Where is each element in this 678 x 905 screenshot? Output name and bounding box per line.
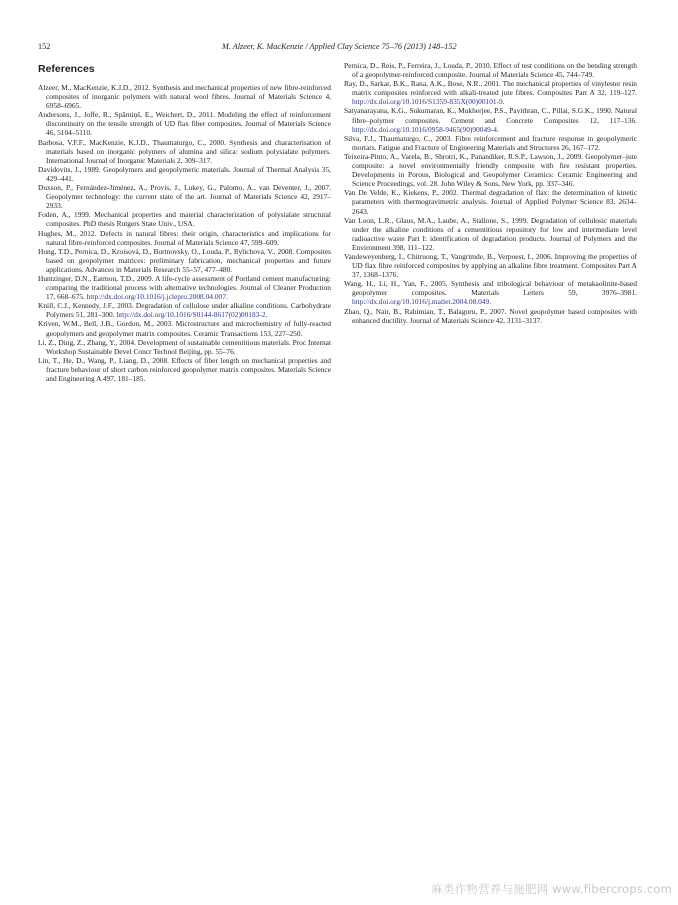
- reference-text: Andersons, J., Joffe, R., Spārniņš, E., Weichert, D., 2011. Modeling the effect of reinforcement discontinuity on the tensile strength of UD flax fiber composites. Journal of Materials Science 46, 5104–5110.: [38, 110, 331, 138]
- reference-item: [38, 338, 331, 356]
- reference-text: Alzeer, M., MacKenzie, K.J.D., 2012. Synthesis and mechanical properties of new fibre-reinforced composites of inorganic polymers with natural wool fibres. Journal of Materials Science 4, 6958–6965.: [38, 83, 331, 111]
- doi-link[interactable]: http://dx.doi.org/10.1016/S0144-8617(02)00183-2.: [116, 310, 268, 320]
- reference-item: [38, 138, 331, 165]
- reference-item: [344, 79, 637, 106]
- references-column-left: [38, 83, 331, 383]
- reference-item: [38, 165, 331, 183]
- references-heading: References: [38, 63, 95, 75]
- reference-item: [38, 110, 331, 137]
- reference-item: [38, 274, 331, 301]
- reference-text: Ray, D., Sarkar, B.K., Rana, A.K., Bose, N.R., 2001. The mechanical properties of vinylester resin matrix composites reinforced with alkali-treated jute fibres. Composites Part A 32, 119–127.: [344, 79, 637, 98]
- reference-item: [38, 301, 331, 319]
- reference-item: [344, 106, 637, 133]
- reference-item: [344, 188, 637, 215]
- watermark: 麻类作物营养与施肥网 www.fibercrops.com: [431, 882, 672, 896]
- reference-item: [38, 210, 331, 228]
- reference-item: [38, 319, 331, 337]
- reference-text: Wang, H., Li, H., Yan, F., 2005. Synthesis and tribological behaviour of metakaolinite-based geopolymer composites. Materials Letters 59, 3976–3981.: [344, 279, 637, 298]
- reference-text: Vandeweyenberg, I., Chitruong, T., Vangrimde, B., Verpoest, I., 2006. Improving the properties of UD flax fibre reinforced composites by applying an alkaline fibre treatment. Composites Part A 37, 1368–1376.: [344, 251, 637, 280]
- reference-item: [38, 247, 331, 274]
- doi-link[interactable]: http://dx.doi.org/10.1016/S1359-835X(00)00101-9.: [352, 97, 505, 107]
- page-number: 152: [38, 42, 51, 51]
- running-head: M. Alzeer, K. MacKenzie / Applied Clay Science 75–76 (2013) 148–152: [222, 42, 457, 51]
- reference-item: [344, 216, 637, 252]
- doi-link[interactable]: http://dx.doi.org/10.1016/j.matlet.2004.08.049.: [352, 297, 492, 307]
- reference-text: Van De Velde, K., Kiekens, P., 2002. Thermal degradation of flax: the determination of kinetic parameters with thermogravimetric analysis. Journal of Applied Polymer Science 83, 2634–2643.: [344, 188, 637, 216]
- reference-item: [344, 252, 637, 279]
- reference-text: Hung, T.D., Pernica, D., Kroisová, D., Bortnovsky, O., Louda, P., Rylichova, V., 2008. Composites based on geopolymer matrices: preliminary fabrication, mechanical properties and future applications. Advances in Materials Research 55–57, 477–480.: [38, 246, 331, 274]
- reference-text: Foden, A., 1999. Mechanical properties and material characterization of polysialate structural composites. PhD thesis Rutgers State Univ., USA.: [38, 210, 331, 229]
- reference-text: Kriven, W.M., Bell, J.B., Gordon, M., 2003. Microstructure and microchemistry of fully-reacted geopolymers and geopolymer matrix composites. Ceramic Transactions 153, 227–250.: [38, 319, 331, 338]
- reference-text: Satyanarayana, K.G., Sukumaran, K., Mukherjee, P.S., Pavithran, C., Pillai, S.G.K., 1990. Natural fibre–polymer composites. Cement and Concrete Composites 12, 117–136.: [344, 106, 637, 125]
- reference-item: [38, 83, 331, 110]
- reference-text: Knill, C.J., Kennedy, J.F., 2003. Degradation of cellulose under alkaline conditions. Carbohydrate Polymers 51, 281–300.: [38, 301, 331, 320]
- references-column-right: [344, 61, 637, 325]
- doi-link[interactable]: http://dx.doi.org/10.1016/0958-9465(90)90049-4.: [352, 124, 499, 134]
- reference-text: Huntzinger, D.N., Eatmon, T.D., 2009. A life-cycle assessment of Portland cement manufacturing: comparing the traditional process with alternative technologies. Journal of Cleaner Production 17, 668–675.: [38, 273, 331, 302]
- reference-item: [38, 183, 331, 210]
- reference-text: Van Loon, L.R., Glaus, M.A., Laube, A., Stallone, S., 1999. Degradation of cellulosic materials under the alkaline conditions of a cementitious repository for low and intermediate level radioactive waste Part I: identification of degradation products. Journal of Polymers and the Environment 398, 111–122.: [344, 215, 637, 252]
- reference-text: Barbosa, V.F.F., MacKenzie, K.J.D., Thaumaturgo, C., 2000. Synthesis and characterisation of materials based on inorganic polymers of alumina and silica: sodium polysialate polymers. International Journal of Inorganic Materials 2, 309–317.: [38, 137, 331, 165]
- reference-item: [344, 307, 637, 325]
- reference-item: [344, 61, 637, 79]
- reference-text: Teixeira-Pinto, A., Varela, B., Shrotri, K., Panandiker, R.S.P., Lawson, J., 2009. Geopolymer–jute composite: a novel environmentally friendly composite with fire resistant properties. Developments in Porous, Biological and Geopolymer Ceramics: Ceramic Engineering and Science Proceedings, vol. 28. John Wiley & Sons, New York, pp. 337–346.: [344, 151, 637, 189]
- reference-item: [38, 356, 331, 383]
- doi-link[interactable]: http://dx.doi.org/10.1016/j.jclepro.2008.04.007.: [86, 292, 228, 302]
- reference-text: Silva, F.J., Thaumaturgo, C., 2003. Fibre reinforcement and fracture response in geopolymeric mortars. Fatigue and Fracture of Engineering Materials and Structures 26, 167–172.: [344, 133, 637, 152]
- reference-text: Duxson, P., Fernández-Jiménez, A., Provis, J., Lukey, G., Palomo, A., van Deventer, J., 2007. Geopolymer technology: the current state of the art. Journal of Materials Science 42, 2917–2933.: [38, 183, 331, 211]
- reference-item: [38, 229, 331, 247]
- reference-item: [344, 152, 637, 188]
- reference-text: Zhao, Q., Nair, B., Rahimian, T., Balaguru, P., 2007. Novel geopolymer based composites with enhanced ductility. Journal of Materials Science 42, 3131–3137.: [344, 306, 637, 325]
- reference-text: Li, Z., Ding, Z., Zhang, Y., 2004. Development of sustainable cementitious materials. Proc Internat Workshop Sustainable Devel Concr Technol Beijing, pp. 55–76.: [38, 337, 331, 356]
- reference-text: Hughes, M., 2012. Defects in natural fibres: their origin, characteristics and implications for natural fibre-reinforced composites. Journal of Materials Science 47, 599–609.: [38, 228, 331, 247]
- reference-text: Pernica, D., Reis, P., Ferreira, J., Louda, P., 2010. Effect of test conditions on the bending strength of a geopolymer-reinforced composite. Journal of Materials Science 45, 744–749.: [344, 61, 637, 80]
- reference-item: [344, 134, 637, 152]
- reference-text: Lin, T., He, D., Wang, P., Liang, D., 2008. Effects of fiber length on mechanical properties and fracture behaviour of short carbon reinforced geopolymer matrix composites. Materials Science and Engineering A 497, 181–185.: [38, 355, 331, 383]
- reference-text: Davidovits, J., 1989. Geopolymers and geopolymeric materials. Journal of Thermal Analysis 35, 429–441.: [38, 164, 331, 183]
- reference-item: [344, 279, 637, 306]
